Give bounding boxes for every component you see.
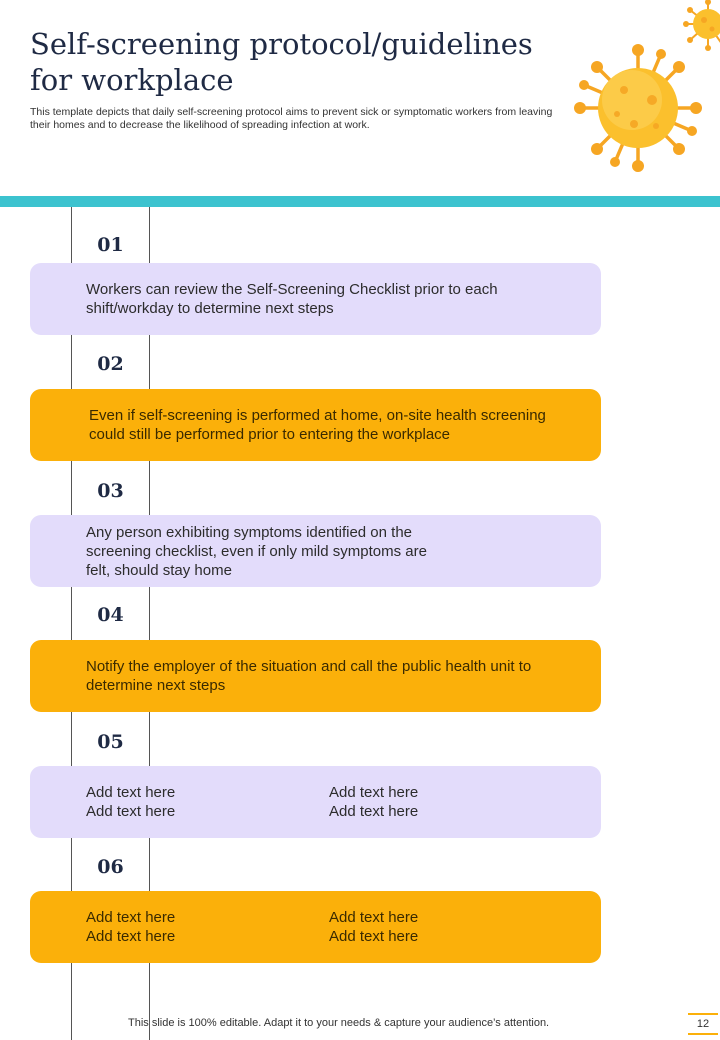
footer-note: This slide is 100% editable. Adapt it to your needs & capture your audience’s attention.	[128, 1017, 550, 1029]
step-number: 06	[72, 852, 149, 882]
step-text: Any person exhibiting symptoms identified on the screening checklist, even if only mild symptoms are felt, should stay home	[86, 523, 427, 579]
accent-bar	[0, 196, 720, 207]
placeholder-text: Add text here	[86, 784, 176, 801]
step-number: 02	[72, 349, 149, 379]
placeholder-text: Add text here	[86, 909, 176, 926]
step-card	[30, 389, 601, 461]
step-text: Notify the employer of the situation and call the public health unit to determine next steps	[86, 658, 532, 694]
virus-icon-large	[572, 42, 704, 174]
page-title: Self-screening protocol/guidelines for workplace	[30, 27, 533, 97]
page-number: 12	[688, 1013, 718, 1035]
step-card	[30, 515, 601, 587]
placeholder-text: Add text here	[329, 909, 419, 926]
step-number: 03	[72, 476, 149, 506]
placeholder-text: Add text here	[86, 928, 176, 945]
step-number: 05	[72, 727, 149, 757]
step-card	[30, 640, 601, 712]
placeholder-text: Add text here	[329, 784, 419, 801]
step-number: 04	[72, 600, 149, 630]
step-card	[30, 766, 601, 838]
step-text: Workers can review the Self-Screening Checklist prior to each shift/workday to determine next steps	[86, 281, 498, 317]
step-text: Even if self-screening is performed at home, on-site health screening could still be performed prior to entering the workplace	[89, 407, 546, 443]
placeholder-text: Add text here	[329, 928, 419, 945]
step-number: 01	[72, 230, 149, 260]
step-card	[30, 891, 601, 963]
page-subtitle: This template depicts that daily self-screening protocol aims to prevent sick or symptomatic workers from leaving their homes and to decrease the likelihood of spreading infection at work.	[30, 106, 553, 131]
placeholder-text: Add text here	[86, 803, 176, 820]
step-card	[30, 263, 601, 335]
virus-icon-small	[682, 0, 720, 52]
placeholder-text: Add text here	[329, 803, 419, 820]
